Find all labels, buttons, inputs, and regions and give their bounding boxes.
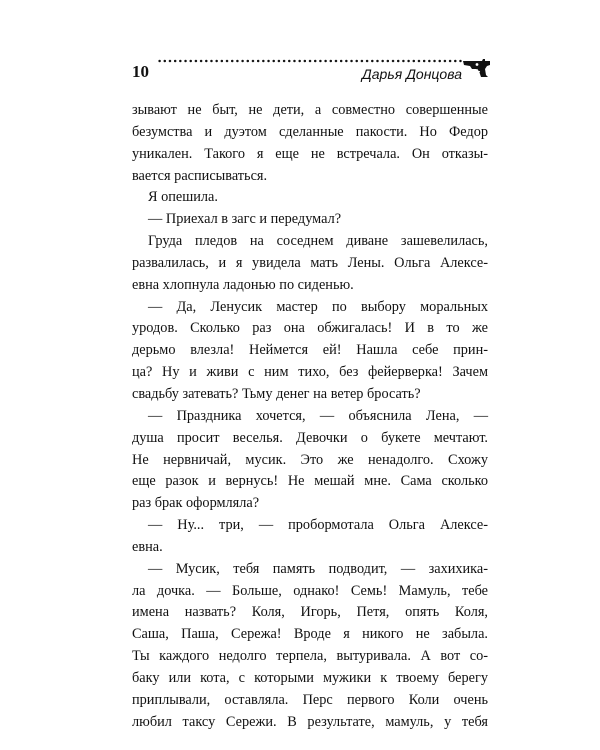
text-line: приплывали, оставляла. Перс первого Коли очень [132, 691, 488, 708]
text-line: Груда пледов на соседнем диване зашевелилась, [148, 233, 488, 250]
text-line: — Да, Ленусик мастер по выбору моральных [148, 298, 488, 315]
text-line: Саша, Паша, Сережа! Вроде я никого не забыла. [132, 626, 488, 643]
text-line: Я опешила. [148, 189, 218, 206]
text-line: — Приехал в загс и передумал? [148, 211, 342, 228]
text-line: любил таксу Сережи. В результате, мамуль, у тебя [132, 713, 488, 730]
text-line: зывают не быт, не дети, а совместно совершенные [132, 102, 488, 118]
text-line: дерьмо влезла! Неймется ей! Нашла себе прин- [132, 342, 488, 359]
page-number: 10 [132, 62, 149, 81]
text-line: безумства и дуэтом сделанные пакости. Но Федор [132, 123, 488, 140]
text-line: душа просит веселья. Девочки о букете мечтают. [132, 429, 488, 446]
text-line: вается расписываться. [132, 167, 268, 184]
text-line: развалилась, и я увидела мать Лены. Ольга Алексе- [132, 254, 488, 271]
text-line: евна хлопнула ладонью по сиденью. [132, 276, 354, 293]
body-text [132, 100, 488, 733]
text-line: Ты каждого недолго терпела, вытуривала. А вот со- [132, 648, 488, 665]
text-line: свадьбу затевать? Тьму денег на ветер бросать? [132, 385, 421, 402]
text-line: ца? Ну и живи с ним тихо, без фейерверка! Зачем [132, 364, 488, 381]
text-line: — Ну... три, — пробормотала Ольга Алексе- [148, 517, 488, 534]
text-line: ла дочка. — Больше, однако! Семь! Мамуль, тебе [132, 582, 488, 599]
text-line: Не нервничай, мусик. Это же ненадолго. Схожу [132, 451, 488, 468]
text-line: баку или кота, с которыми мужики к твоему берегу [132, 669, 488, 686]
text-line: евна. [132, 538, 163, 555]
text-line: уникален. Такого я еще не встречала. Он отказы- [132, 145, 488, 162]
text-line: раз брак оформляла? [132, 495, 260, 512]
dotted-rule [157, 59, 463, 63]
text-line: уродов. Сколько раз она обжигалась! И в то же [132, 320, 488, 337]
author-name: Дарья Донцова [361, 66, 462, 82]
text-line: — Мусик, тебя память подводит, — захихика- [148, 560, 488, 577]
text-line: еще разок и вернусь! Не мешай мне. Сама сколько [132, 473, 488, 490]
revolver-icon [462, 56, 492, 78]
running-header [132, 56, 492, 86]
text-line: — Праздника хочется, — объяснила Лена, — [148, 407, 488, 424]
text-line: имена назвать? Коля, Игорь, Петя, опять Коля, [132, 604, 488, 621]
